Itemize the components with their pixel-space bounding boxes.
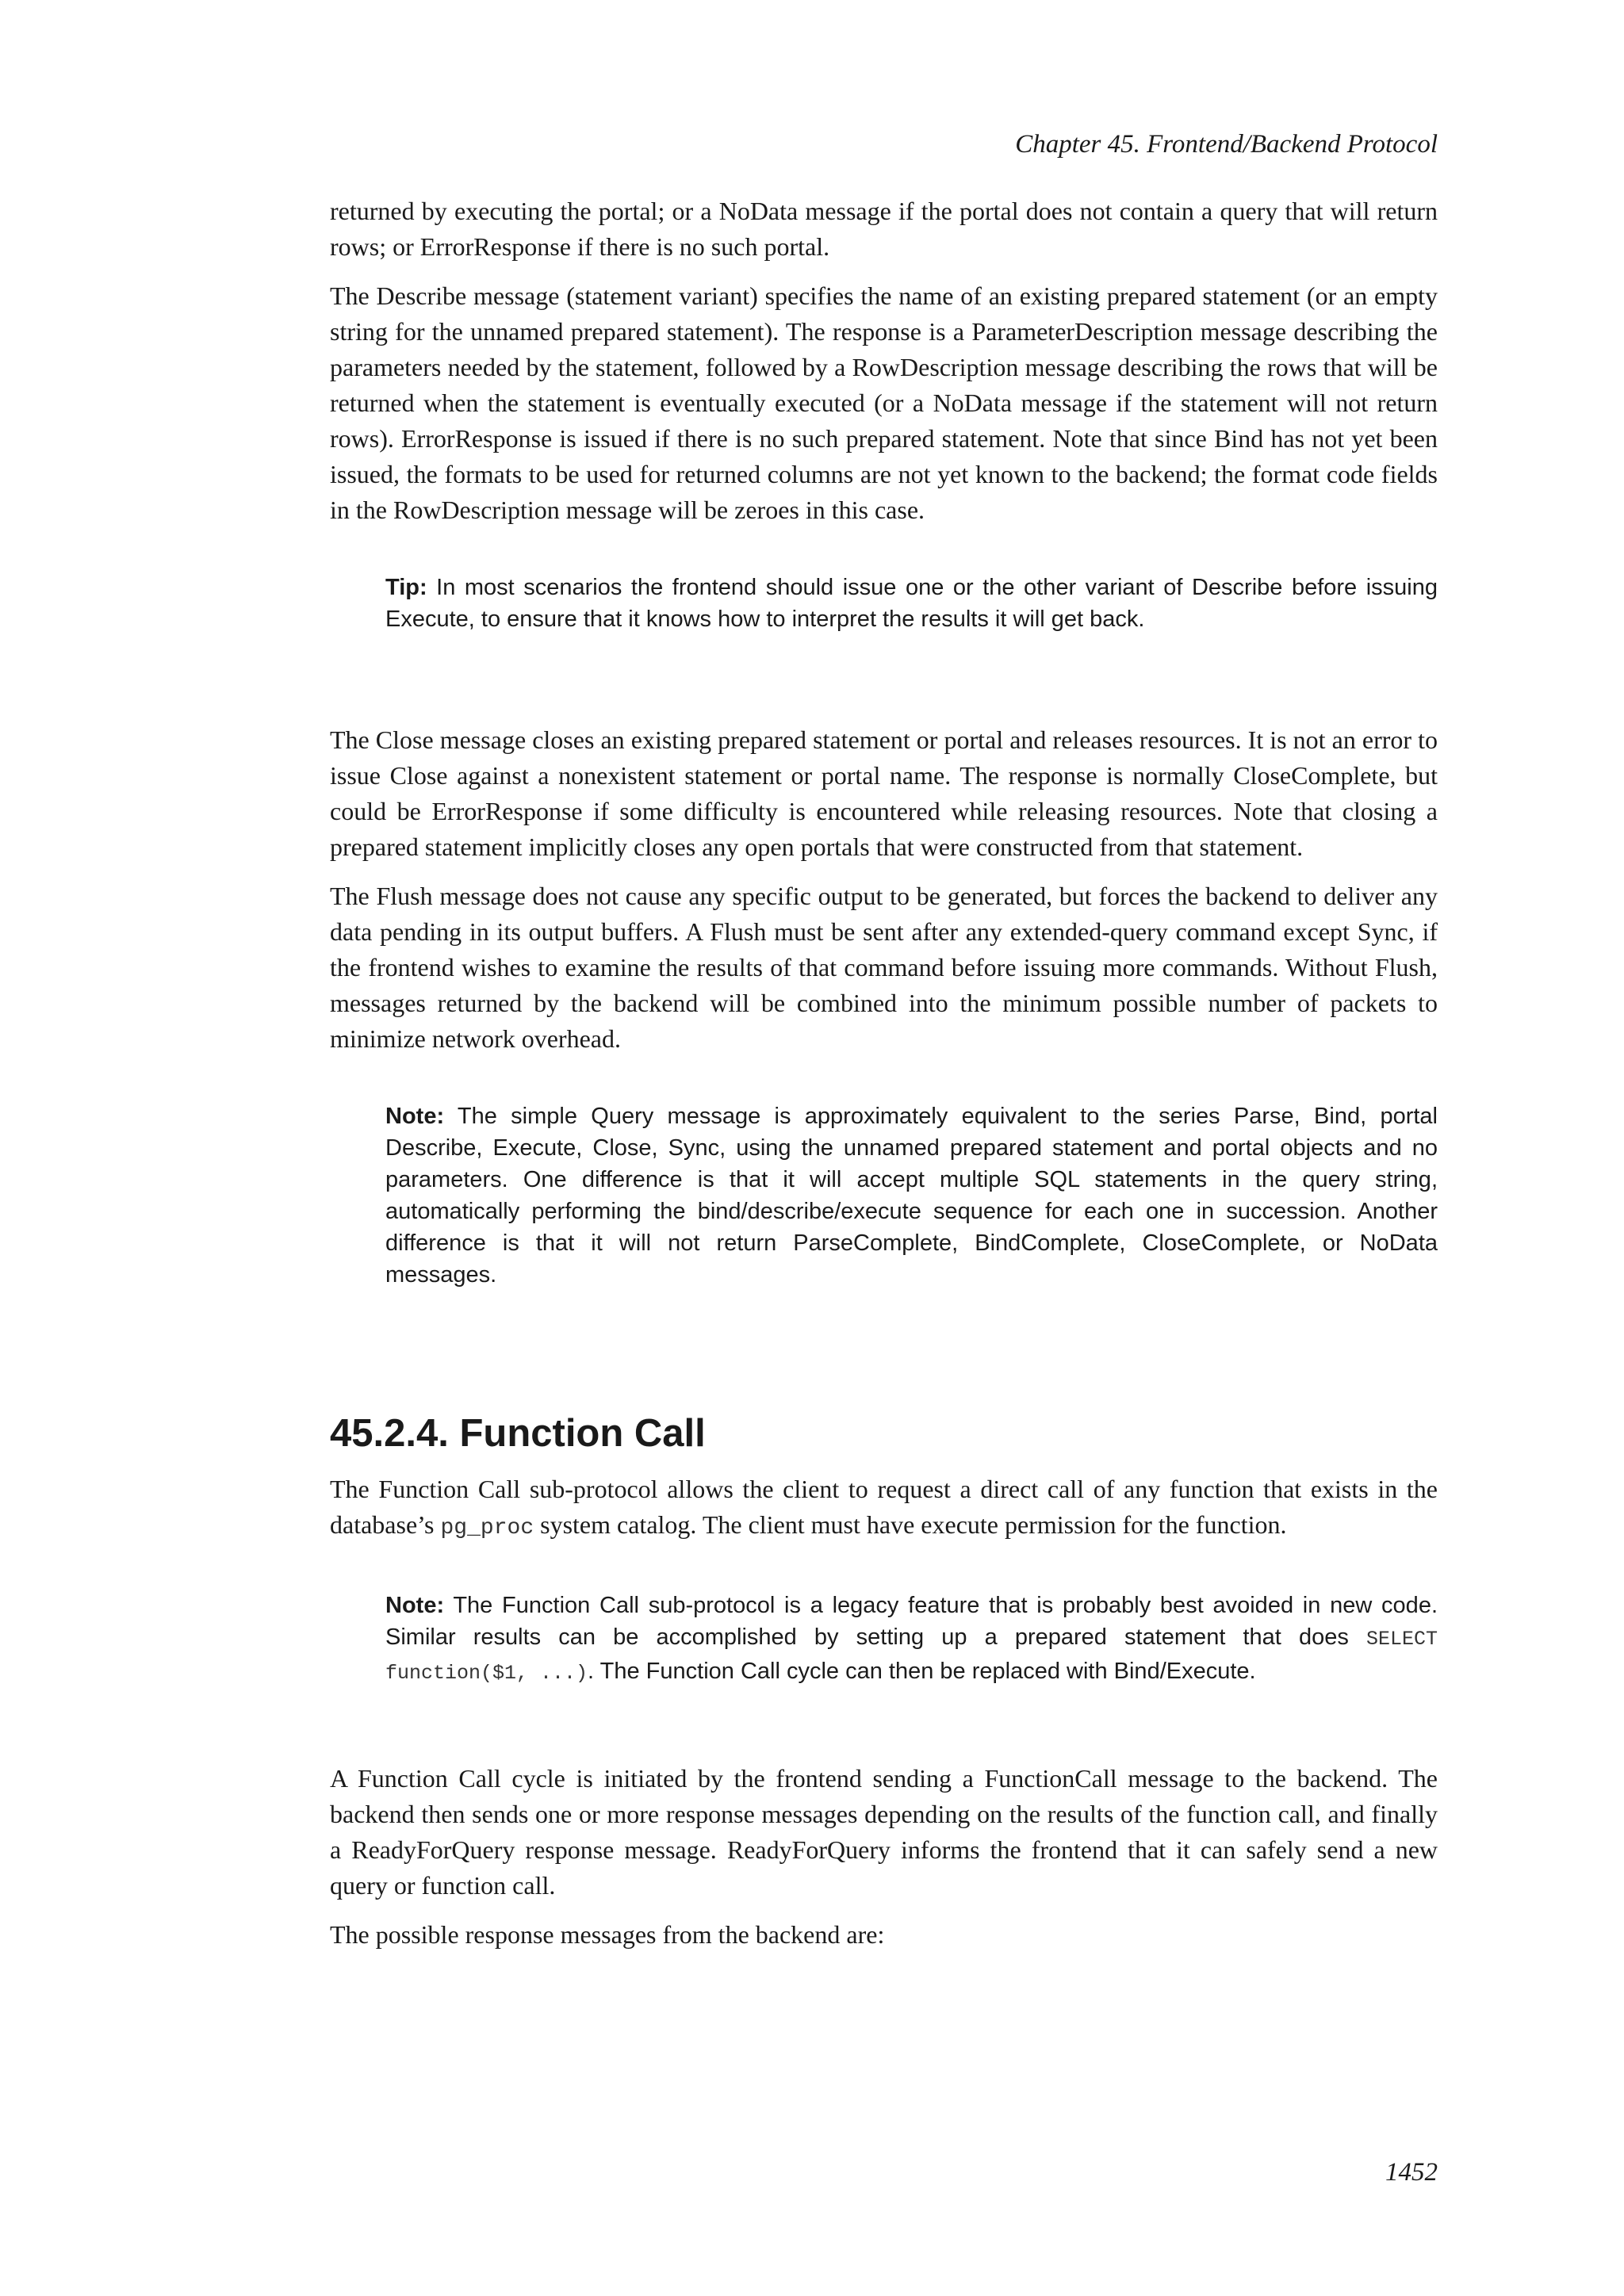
chapter-header: Chapter 45. Frontend/Backend Protocol bbox=[1015, 130, 1438, 159]
document-page bbox=[330, 0, 1438, 2296]
tip-box bbox=[385, 572, 1438, 635]
page-number: 1452 bbox=[1385, 2158, 1438, 2187]
paragraph-flush-message: The Flush message does not cause any specific output to be generated, but forces the backend to deliver any data pending in its output buffers. A Flush must be sent after any extended-query command except Sync, if the frontend wishes to examine the results of that command before issuing more commands. Without Flush, messages returned by the backend will be combined into the minimum possible number of packets to minimize network overhead. bbox=[330, 882, 1438, 1053]
paragraph-function-call-cycle: A Function Call cycle is initiated by the frontend sending a FunctionCall message to the backend. The backend then sends one or more response messages depending on the results of the function call, and finally a ReadyForQuery response message. ReadyForQuery informs the frontend that it can safely send a new query or function call. bbox=[330, 1764, 1438, 1900]
note-box-function-call bbox=[385, 1590, 1438, 1689]
select-code: SELECT function($1, ...) bbox=[385, 1628, 1438, 1685]
page-content bbox=[330, 193, 1438, 1966]
note-text-start: The Function Call sub-protocol is a legacy feature that is probably best avoided in new code. Similar results can be accomplished by setting up a prepared statement that does bbox=[385, 1593, 1438, 1650]
note-label: Note: bbox=[385, 1593, 445, 1618]
intro-text-start: The Function Call sub-protocol allows the client to request a direct call of any function that exists in the database’s bbox=[330, 1475, 1438, 1539]
paragraph-close-message: The Close message closes an existing prepared statement or portal and releases resources. It is not an error to issue Close against a nonexistent statement or portal name. The response is normally CloseComplete, but could be ErrorResponse if some difficulty is encountered while releasing resources. Note that closing a prepared statement implicitly closes any open portals that were constructed from that statement. bbox=[330, 725, 1438, 861]
note-box-query bbox=[385, 1100, 1438, 1291]
paragraph-describe-statement: The Describe message (statement variant) specifies the name of an existing prepared statement (or an empty string for the unnamed prepared statement). The response is a ParameterDescription message describing the parameters needed by the statement, followed by a RowDescription message describing the rows that will be returned when the statement is eventually executed (or a NoData message if the statement will not return rows). ErrorResponse is issued if there is no such prepared statement. Note that since Bind has not yet been issued, the formats to be used for returned columns are not yet known to the backend; the format code fields in the RowDescription message will be zeroes in this case. bbox=[330, 281, 1438, 524]
paragraph-portal-describe-tail: returned by executing the portal; or a NoData message if the portal does not contain a query that will return rows; or ErrorResponse if there is no such portal. bbox=[330, 197, 1438, 261]
note-label: Note: bbox=[385, 1104, 445, 1129]
paragraph-response-messages: The possible response messages from the backend are: bbox=[330, 1920, 885, 1949]
paragraph-function-call-intro bbox=[330, 1471, 1438, 1546]
note-text-end: . The Function Call cycle can then be replaced with Bind/Execute. bbox=[588, 1659, 1256, 1684]
tip-text: In most scenarios the frontend should issue one or the other variant of Describe before issuing Execute, to ensure that it knows how to interpret the results it will get back. bbox=[385, 575, 1438, 632]
intro-text-end: system catalog. The client must have execute permission for the function. bbox=[534, 1510, 1287, 1539]
catalog-code: pg_proc bbox=[440, 1516, 534, 1540]
note-text: The simple Query message is approximately equivalent to the series Parse, Bind, portal Describe, Execute, Close, Sync, using the unnamed prepared statement and portal objects and no parameters. One difference is that it will accept multiple SQL statements in the query string, automatically performing the bind/describe/execute sequence for each one in succession. Another difference is that it will not return ParseComplete, BindComplete, CloseComplete, or NoData messages. bbox=[385, 1104, 1438, 1288]
tip-label: Tip: bbox=[385, 575, 427, 600]
section-heading: 45.2.4. Function Call bbox=[330, 1412, 706, 1455]
